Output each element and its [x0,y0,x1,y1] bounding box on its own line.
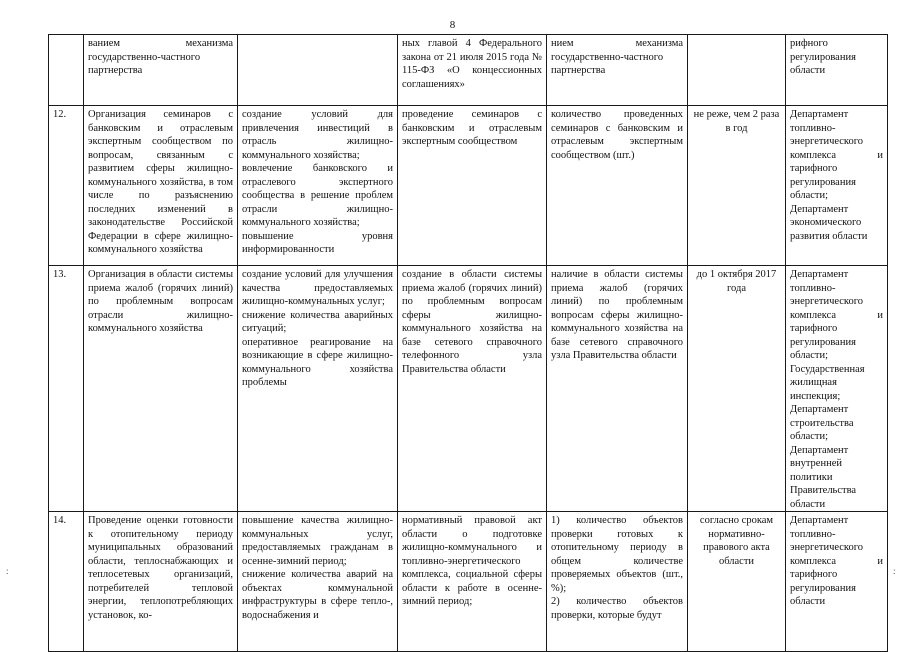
row-number-cell: 14. [49,512,84,652]
indicator-cell: количество проведенных семинаров с банковским и отраслевым экспертным сообществом (шт.) [547,106,688,266]
goal-cell: создание условий для привлечения инвестиций в отрасль жилищно-коммунального хозяйства; вовлечение банковского и отраслевого экспертного сообщества в решение проблем отрасли жилищно-коммунального хозяйства; повышение уровня информированности [238,106,398,266]
result-cell: создание в области системы приема жалоб (горячих линий) по проблемным вопросам сферы жилищно-коммунального хозяйства на базе сетевого справочного телефонного узла Правительства области [398,266,547,512]
page-number: 8 [449,19,456,31]
goal-cell [238,35,398,106]
indicator-cell: 1) количество объектов проверки готовых к отопительному периоду в общем количестве проверяемых объектов (шт., %); 2) количество объектов проверки, которые будут [547,512,688,652]
table-row [49,106,888,266]
indicator-cell: нием механизма государственно-частного партнерства [547,35,688,106]
row-number-cell: 12. [49,106,84,266]
table-row [49,512,888,652]
row-number-cell: 13. [49,266,84,512]
result-cell: ных главой 4 Федерального закона от 21 июля 2015 года № 115-ФЗ «О концессионных соглашениях» [398,35,547,106]
responsible-cell: Департамент топливно-энергетического комплекса и тарифного регулирования области; Департамент экономического развития области [786,106,888,266]
result-cell: проведение семинаров с банковским и отраслевым экспертным сообществом [398,106,547,266]
table-row [49,35,888,106]
measure-cell: Проведение оценки готовности к отопительному периоду муниципальных образований области, теплоснабжающих и теплосетевых организаций, потребителей тепловой энергии, теплопотребляющих установок, ко- [84,512,238,652]
responsible-cell: рифного регулирования области [786,35,888,106]
measure-cell: Организация семинаров с банковским и отраслевым экспертным сообществом по вопросам, связанным с развитием сферы жилищно-коммунального хозяйства, в том числе по разъяснению последних изменений в законодательстве Российской Федерации в сфере жилищно-коммунального хозяйства [84,106,238,266]
deadline-cell: до 1 октября 2017 года [688,266,786,512]
goal-cell: повышение качества жилищно-коммунальных услуг, предоставляемых гражданам в осенне-зимний период; снижение количества аварий на объектах коммунальной инфраструктуры в сфере тепло-, водоснабжения и [238,512,398,652]
responsible-cell: Департамент топливно-энергетического комплекса и тарифного регулирования области [786,512,888,652]
scan-margin-mark: : [6,566,9,576]
result-cell: нормативный правовой акт области о подготовке жилищно-коммунального и топливно-энергетического комплекса, социальной сферы области к работе в осенне-зимний период; [398,512,547,652]
measure-cell: ванием механизма государственно-частного партнерства [84,35,238,106]
deadline-cell: не реже, чем 2 раза в год [688,106,786,266]
measure-cell: Организация в области системы приема жалоб (горячих линий) по проблемным вопросам отрасли жилищно-коммунального хозяйства [84,266,238,512]
table-row [49,266,888,512]
deadline-cell: согласно срокам нормативно-правового акта области [688,512,786,652]
goal-cell: создание условий для улучшения качества предоставляемых жилищно-коммунальных услуг; снижение количества аварийных ситуаций; оперативное реагирование на возникающие в сфере жилищно-коммунального хозяйства проблемы [238,266,398,512]
row-number-cell [49,35,84,106]
deadline-cell [688,35,786,106]
indicator-cell: наличие в области системы приема жалоб (горячих линий) по проблемным вопросам сферы жилищно-коммунального хозяйства на базе сетевого справочного узла Правительства области [547,266,688,512]
plan-table [48,34,888,652]
responsible-cell: Департамент топливно-энергетического комплекса и тарифного регулирования области; Государственная жилищная инспекция; Департамент строительства области; Департамент внутренней политики Правительства области [786,266,888,512]
scan-margin-mark: : [893,566,896,576]
